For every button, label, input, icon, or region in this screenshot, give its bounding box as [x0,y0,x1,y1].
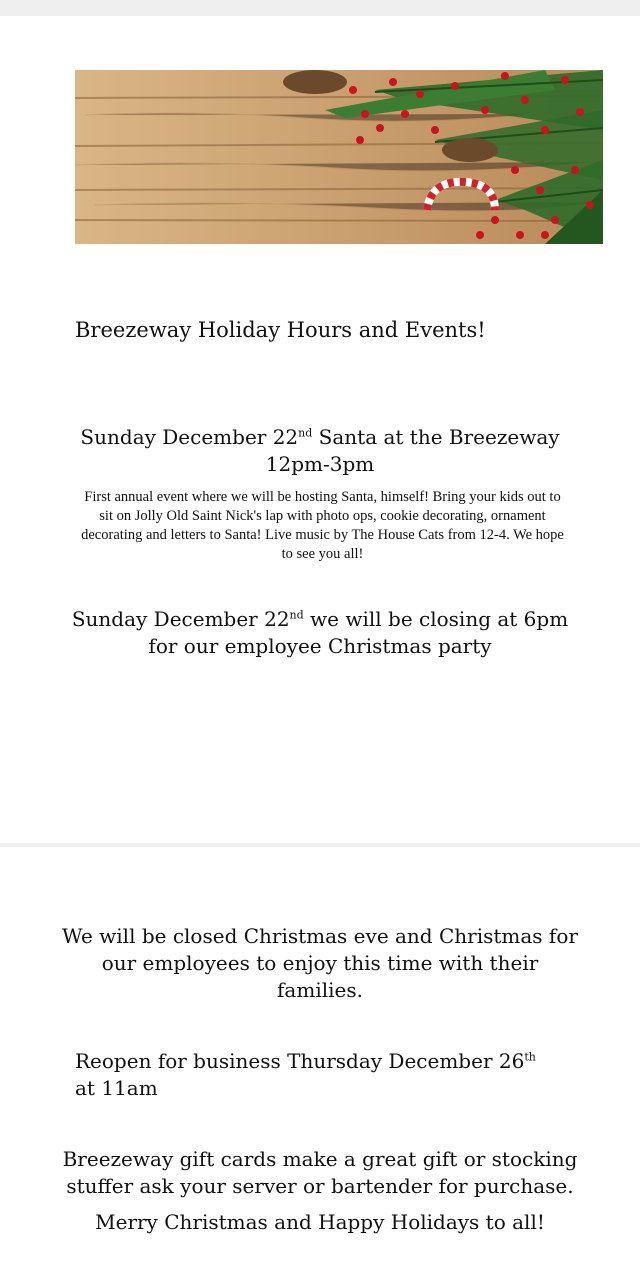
top-bar [0,0,640,16]
gift-cards-promo: Breezeway gift cards make a great gift or stocking stuffer ask your server or bartender for purchase. [62,1147,578,1198]
section-divider [0,843,640,847]
event1-description: First annual event where we will be hosting Santa, himself! Bring your kids out to sit on Jolly Old Saint Nick's lap with photo ops, cookie decorating, ornament decorating and letters to Santa! Live music by The House Cats from 12-4. We hope to see you all! [81,489,564,562]
reopen-notice: Reopen for business Thursday December 26th at 11am [75,1049,536,1100]
event1-title: Sunday December 22nd Santa at the Breezeway [80,425,560,449]
page-title: Breezeway Holiday Hours and Events! [75,318,486,342]
closing-early-notice: Sunday December 22nd we will be closing at 6pm for our employee Christmas party [71,607,569,658]
holiday-greeting: Merry Christmas and Happy Holidays to all! [95,1210,545,1234]
christmas-closure-notice: We will be closed Christmas eve and Christmas for our employees to enjoy this time with their families. [62,924,578,1002]
holiday-banner-image [75,70,603,244]
event1-time: 12pm-3pm [265,452,375,476]
